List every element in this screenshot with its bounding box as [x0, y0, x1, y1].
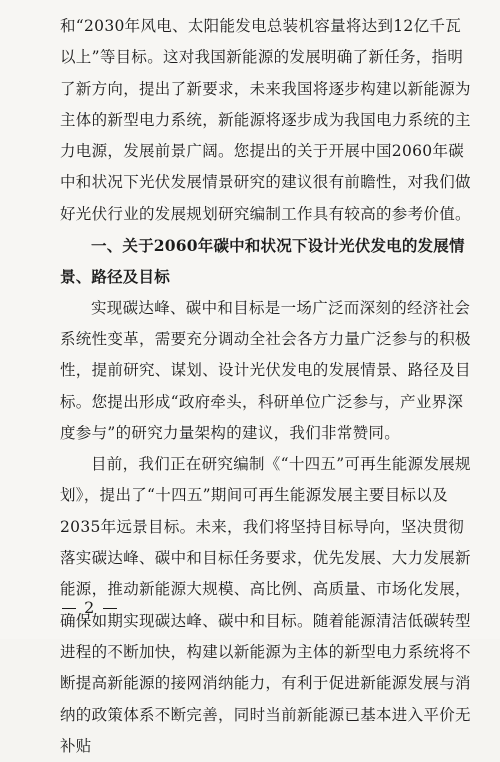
page-number: 2 [84, 598, 96, 617]
footer-dash-left [62, 608, 76, 609]
body-text [60, 11, 475, 762]
footer-dash-right [103, 608, 117, 609]
paragraph-current-plan: 目前，我们正在研究编制《“十四五”可再生能源发展规划》，提出了“十四五”期间可再生能源发展主要目标以及2035年远景目标。未来，我们将坚持目标导向，坚决贯彻落实碳达峰、碳中和目标任务要求，优先发展、大力发展新能源，推动新能源大规模、高比例、高质量、市场化发展，确保如期实现碳达峰、碳中和目标。随着能源清洁低碳转型进程的不断加快，构建以新能源为主体的新型电力系统将不断提高新能源的接网消纳能力，有利于促进新能源发展与消纳的政策体系不断完善，同时当前新能源已基本进入平价无补贴 [60, 455, 471, 755]
paragraph-intro: 和“2030年风电、太阳能发电总装机容量将达到12亿千瓦以上”等目标。这对我国新能源的发展明确了新任务，指明了新方向，提出了新要求，未来我国将逐步构建以新能源为主体的新型电力系统，新能源将逐步成为我国电力系统的主力电源，发展前景广阔。您提出的关于开展中国2060年碳中和状况下光伏发展情景研究的建议很有前瞻性，对我们做好光伏行业的发展规划研究编制工作具有较高的参考价值。 [60, 17, 471, 223]
paragraph-carbon-goals: 实现碳达峰、碳中和目标是一场广泛而深刻的经济社会系统性变革，需要充分调动全社会各方力量广泛参与的积极性，提前研究、谋划、设计光伏发电的发展情景、路径及目标。您提出形成“政府牵头，科研单位广泛参与，产业界深度参与”的研究力量架构的建议，我们非常赞同。 [60, 298, 471, 442]
section-heading: 一、关于2060年碳中和状况下设计光伏发电的发展情景、路径及目标 [60, 236, 465, 287]
page-footer [60, 598, 119, 617]
